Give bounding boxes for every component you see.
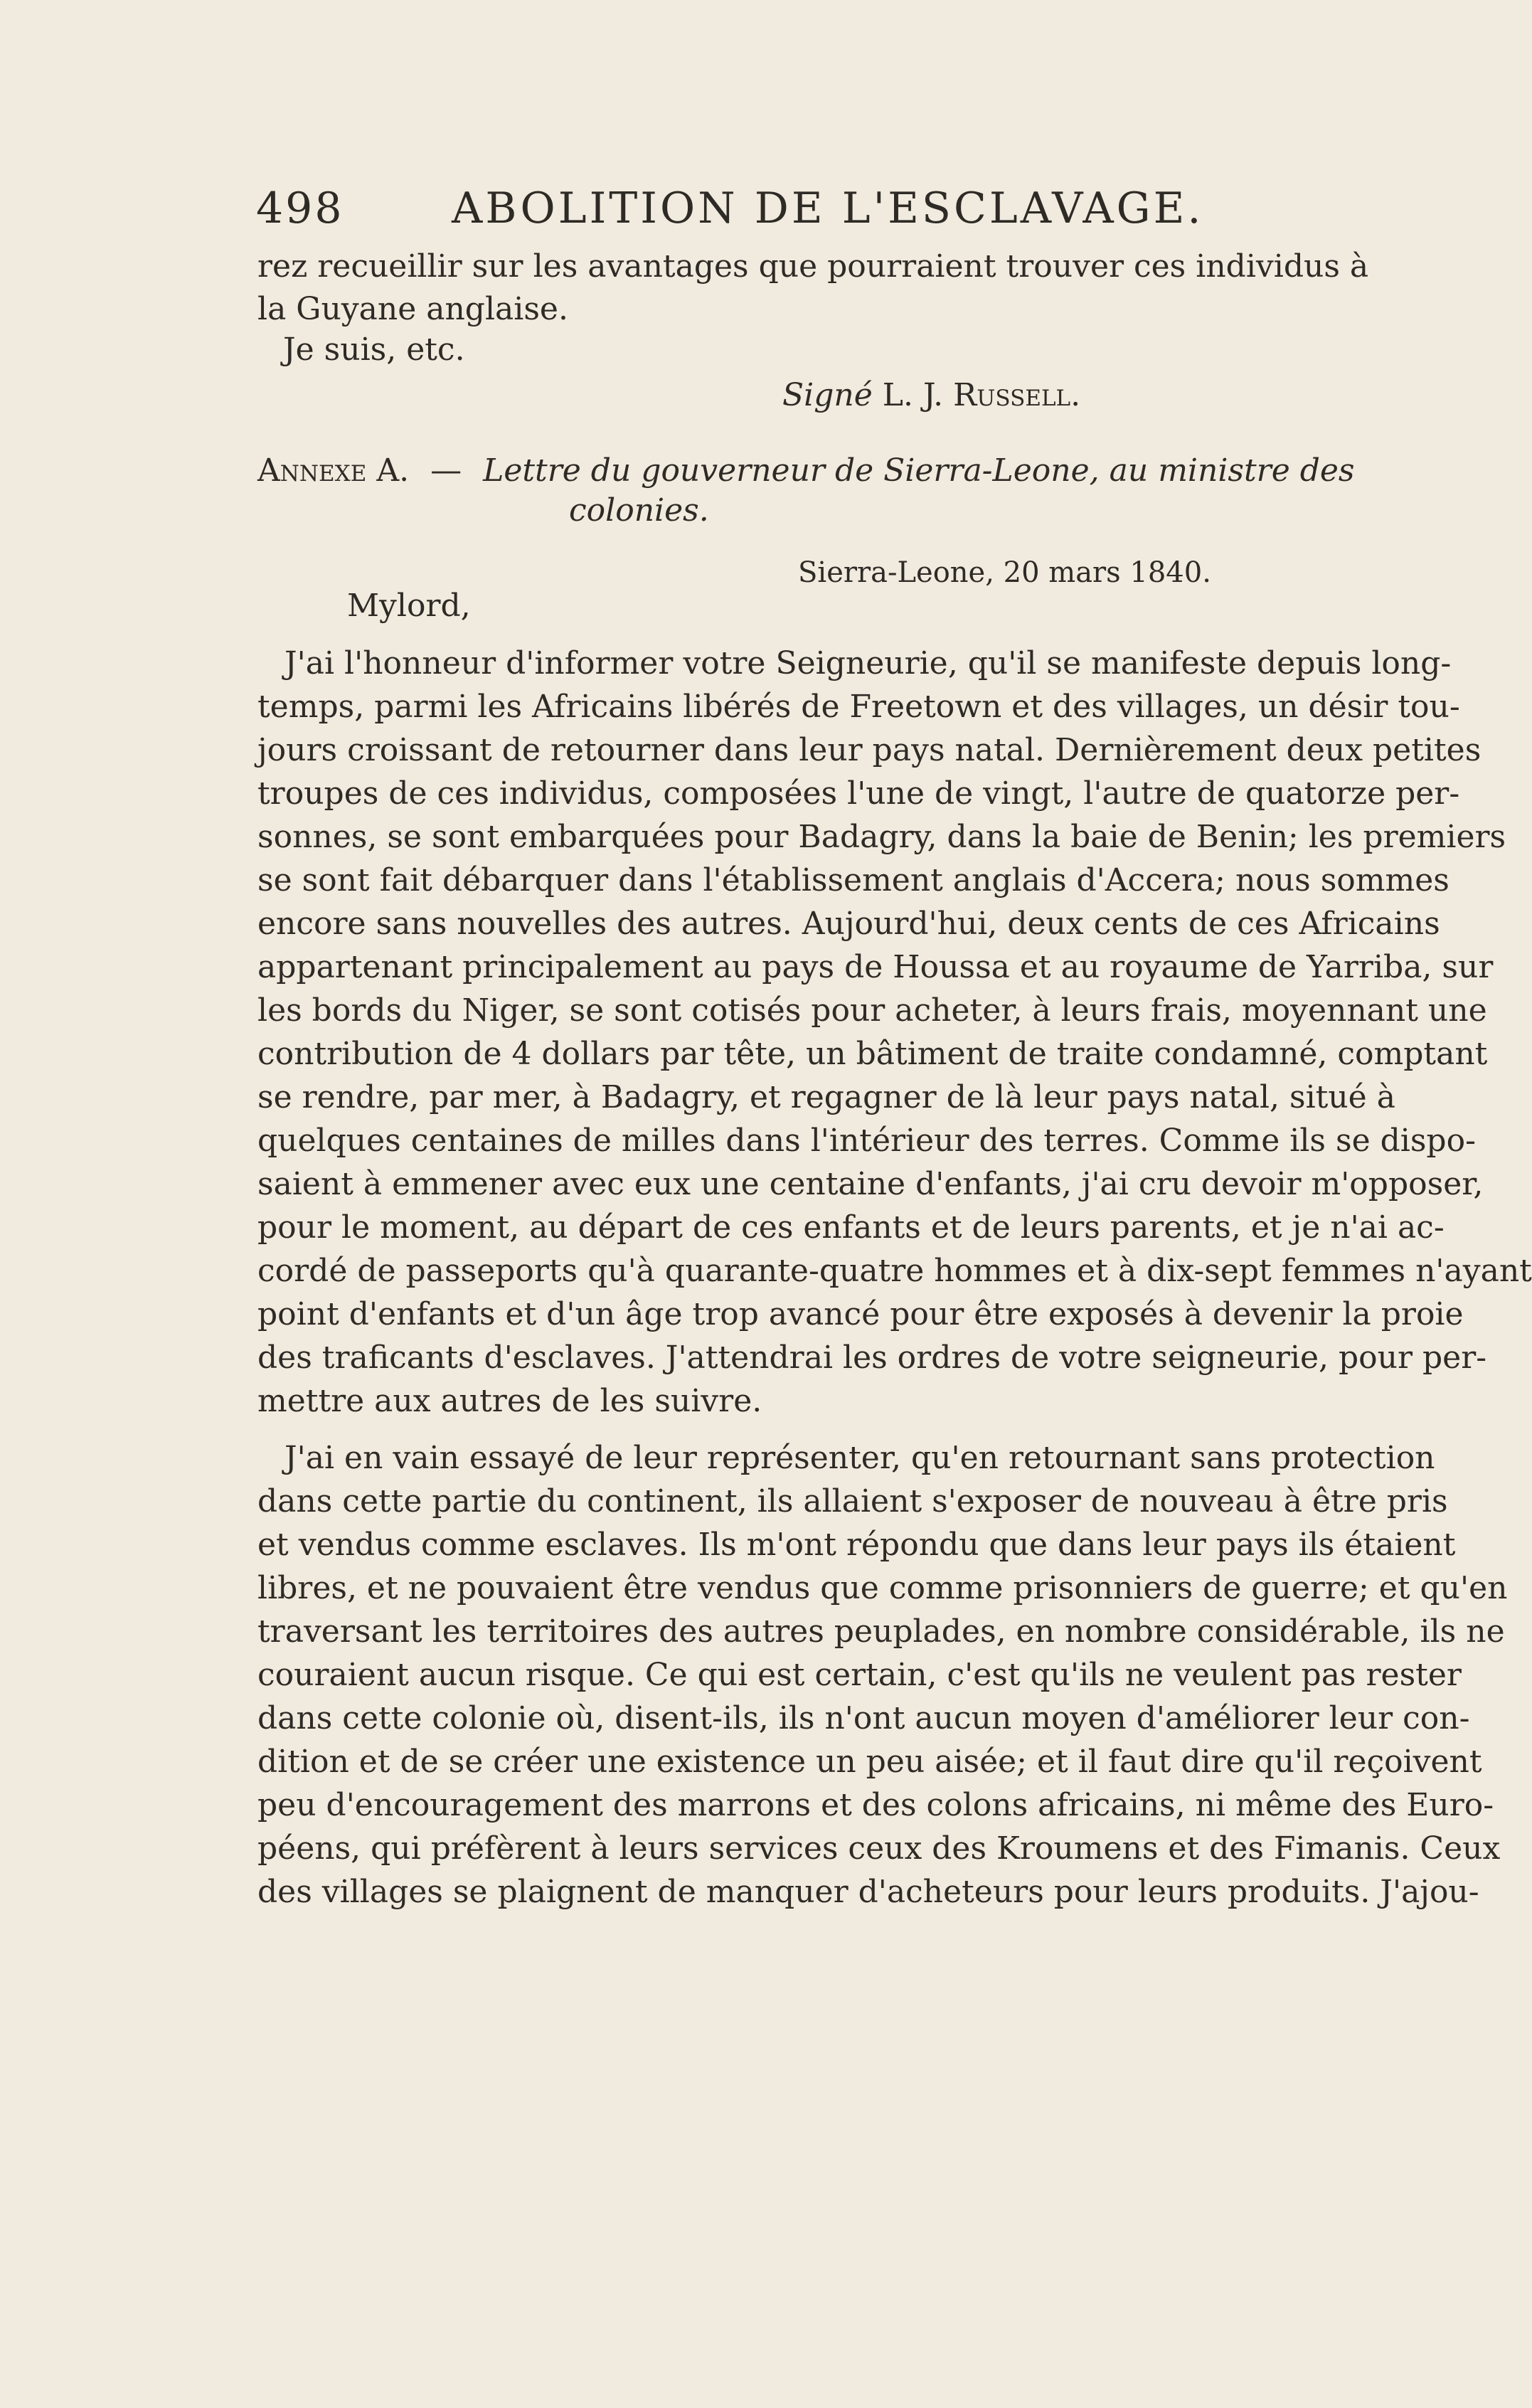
text-line: libres, et ne pouvaient être vendus que comme prisonniers de guerre; et qu'en [257,1570,1508,1606]
text-line: peu d'encouragement des marrons et des colons africains, ni même des Euro- [257,1787,1494,1823]
text-line: appartenant principalement au pays de Houssa et au royaume de Yarriba, sur [257,949,1494,985]
place-date: Sierra-Leone, 20 mars 1840. [798,556,1211,589]
text-line: se sont fait débarquer dans l'établissement anglais d'Accera; nous sommes [257,862,1449,898]
text-line: jours croissant de retourner dans leur pays natal. Dernièrement deux petites [257,732,1482,768]
text-line: et vendus comme esclaves. Ils m'ont répondu que dans leur pays ils étaient [257,1527,1456,1563]
text-line: J'ai l'honneur d'informer votre Seigneurie, qu'il se manifeste depuis long- [284,645,1452,681]
closing-formula: Je suis, etc. [283,332,465,368]
running-title: ABOLITION DE L'ESCLAVAGE. [452,184,1204,233]
text-line: cordé de passeports qu'à quarante-quatre hommes et à dix-sept femmes n'ayant [257,1253,1532,1289]
salutation: Mylord, [347,588,471,624]
text-line: temps, parmi les Africains libérés de Freetown et des villages, un désir tou- [257,689,1460,725]
text-line: sonnes, se sont embarquées pour Badagry, dans la baie de Benin; les premiers [257,819,1506,855]
text-line: dition et de se créer une existence un peu aisée; et il faut dire qu'il reçoivent [257,1744,1482,1780]
text-line: se rendre, par mer, à Badagry, et regagner de là leur pays natal, situé à [257,1079,1395,1115]
text-line: péens, qui préfèrent à leurs services ceux des Kroumens et des Fimanis. Ceux [257,1830,1501,1867]
text-line: encore sans nouvelles des autres. Aujourd'hui, deux cents de ces Africains [257,906,1440,942]
text-line: mettre aux autres de les suivre. [257,1383,762,1419]
text-line: les bords du Niger, se sont cotisés pour acheter, à leurs frais, moyennant une [257,992,1487,1029]
text-line: troupes de ces individus, composées l'une de vingt, l'autre de quatorze per- [257,775,1460,812]
annex-heading [257,450,1355,492]
text-line: point d'enfants et d'un âge trop avancé pour être exposés à devenir la proie [257,1296,1464,1332]
text-line: contribution de 4 dollars par tête, un bâtiment de traite condamné, comptant [257,1036,1488,1072]
text-line: couraient aucun risque. Ce qui est certain, c'est qu'ils ne veulent pas rester [257,1657,1462,1693]
running-header [256,184,1203,233]
text-line: pour le moment, au départ de ces enfants et de leurs parents, et je n'ai ac- [257,1209,1445,1246]
annex-title: Lettre du gouverneur de Sierra-Leone, au ministre des [483,452,1355,489]
annex-dash: — [430,452,462,489]
annex-label: Annexe A. [257,452,410,489]
text-line: dans cette colonie où, disent-ils, ils n'ont aucun moyen d'améliorer leur con- [257,1700,1470,1736]
text-line: rez recueillir sur les avantages que pourraient trouver ces individus à [257,248,1369,285]
signature-name: L. J. Russell. [882,377,1081,413]
text-line: des traficants d'esclaves. J'attendrai les ordres de votre seigneurie, pour per- [257,1340,1487,1376]
text-line: J'ai en vain essayé de leur représenter, qu'en retournant sans protection [284,1440,1435,1476]
text-line: des villages se plaignent de manquer d'acheteurs pour leurs produits. J'ajou- [257,1874,1479,1910]
text-line: traversant les territoires des autres peuplades, en nombre considérable, ils ne [257,1613,1505,1650]
text-line: saient à emmener avec eux une centaine d'enfants, j'ai cru devoir m'opposer, [257,1166,1484,1202]
page-number: 498 [256,184,344,233]
text-line: la Guyane anglaise. [257,291,568,327]
text-line: quelques centaines de milles dans l'intérieur des terres. Comme ils se dispo- [257,1123,1476,1159]
signature-signe: Signé [782,377,873,413]
signature [782,374,1080,417]
text-line: dans cette partie du continent, ils allaient s'exposer de nouveau à être pris [257,1483,1448,1519]
annex-title-continued: colonies. [569,492,709,529]
